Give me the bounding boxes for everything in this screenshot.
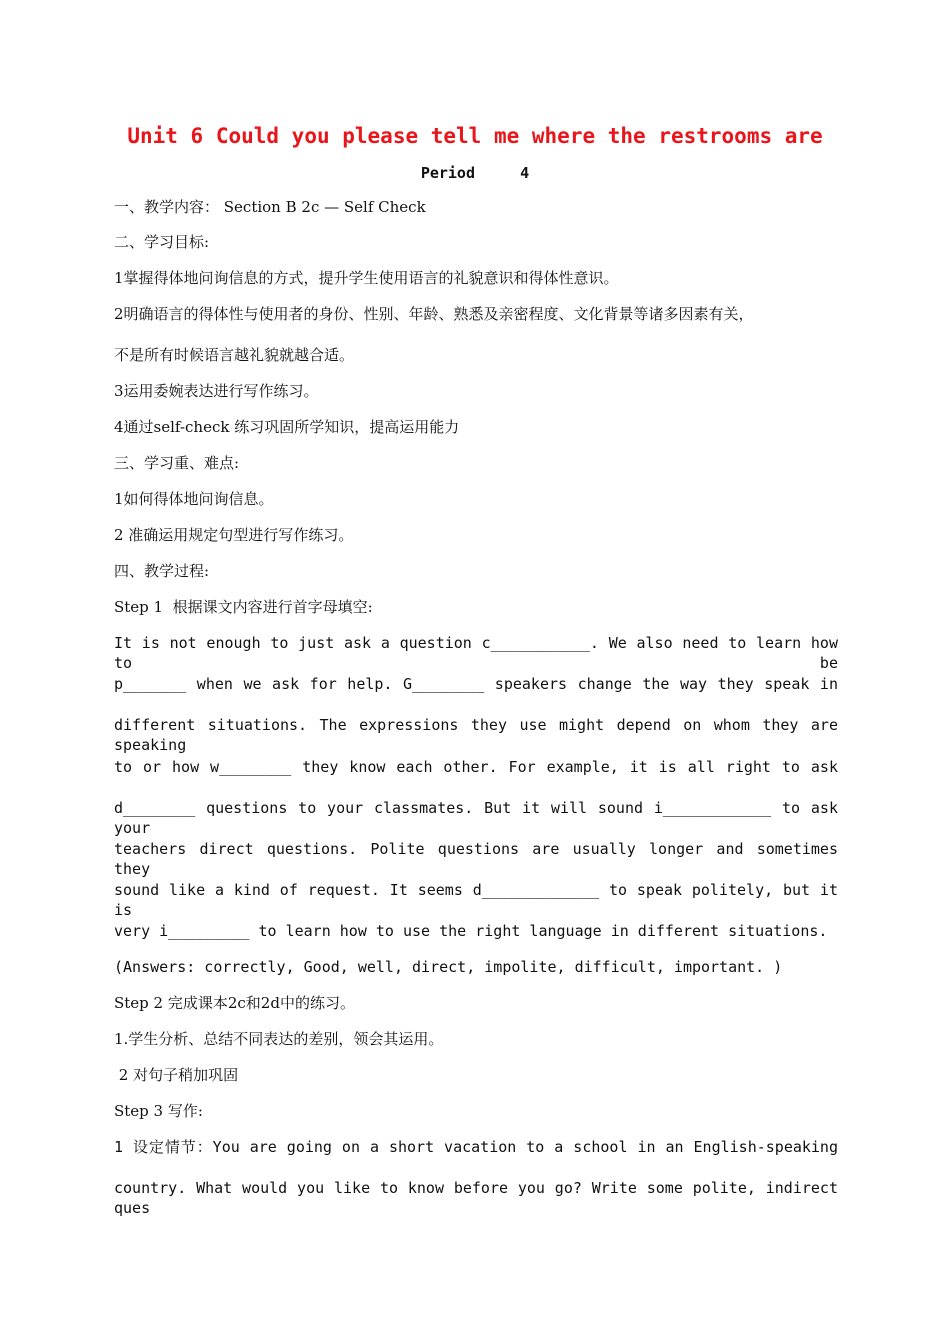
- key-point-2: 2 准确运用规定句型进行写作练习。: [114, 526, 354, 544]
- learning-goals-heading: 二、学习目标:: [114, 233, 210, 251]
- period-label: Period 4: [420, 164, 530, 182]
- goal-2-continued: 不是所有时候语言越礼貌就越合适。: [114, 346, 355, 364]
- key-points-heading: 三、学习重、难点:: [114, 454, 240, 472]
- passage-line-5: d________ questions to your classmates. But it will sound i____________ to ask your: [114, 799, 838, 837]
- goal-4: 4通过self-check 练习巩固所学知识，提高运用能力: [114, 418, 460, 436]
- step-3-heading: Step 3 写作:: [114, 1102, 203, 1120]
- step-2-item-1: 1.学生分析、总结不同表达的差别，领会其运用。: [114, 1030, 444, 1048]
- goal-1: 1掌握得体地问询信息的方式，提升学生使用语言的礼貌意识和得体性意识。: [114, 269, 619, 287]
- goal-3: 3运用委婉表达进行写作练习。: [114, 382, 319, 400]
- passage-line-6: teachers direct questions. Polite questions are usually longer and sometimes they: [114, 840, 838, 878]
- goal-2: 2明确语言的得体性与使用者的身份、性别、年龄、熟悉及亲密程度、文化背景等诸多因素有关，: [114, 305, 754, 323]
- key-point-1: 1如何得体地问询信息。: [114, 490, 274, 508]
- passage-line-2: p_______ when we ask for help. G________ speakers change the way they speak in: [114, 675, 838, 693]
- unit-title: Unit 6 Could you please tell me where the restrooms are: [127, 124, 823, 148]
- step-2-item-2: 2 对句子稍加巩固: [114, 1066, 239, 1084]
- passage-line-4: to or how w________ they know each other. For example, it is all right to ask: [114, 758, 838, 776]
- passage-line-3: different situations. The expressions they use might depend on whom they are speaking: [114, 716, 838, 754]
- step-3-item-1: 1 设定情节：You are going on a short vacation to a school in an English-speaking: [114, 1138, 838, 1156]
- teaching-process-heading: 四、教学过程:: [114, 562, 210, 580]
- passage-line-8: very i_________ to learn how to use the right language in different situations.: [114, 922, 828, 940]
- step-1-heading: Step 1 根据课文内容进行首字母填空:: [114, 598, 373, 616]
- passage-line-1: It is not enough to just ask a question c___________. We also need to learn how to be: [114, 634, 838, 672]
- step-3-item-1-continued: country. What would you like to know before you go? Write some polite, indirect ques: [114, 1179, 838, 1217]
- answers-line: (Answers: correctly, Good, well, direct, impolite, difficult, important. ): [114, 958, 783, 976]
- step-2-heading: Step 2 完成课本2c和2d中的练习。: [114, 994, 355, 1012]
- teaching-content-line: 一、教学内容： Section B 2c — Self Check: [114, 198, 426, 216]
- passage-line-7: sound like a kind of request. It seems d_____________ to speak politely, but it is: [114, 881, 838, 919]
